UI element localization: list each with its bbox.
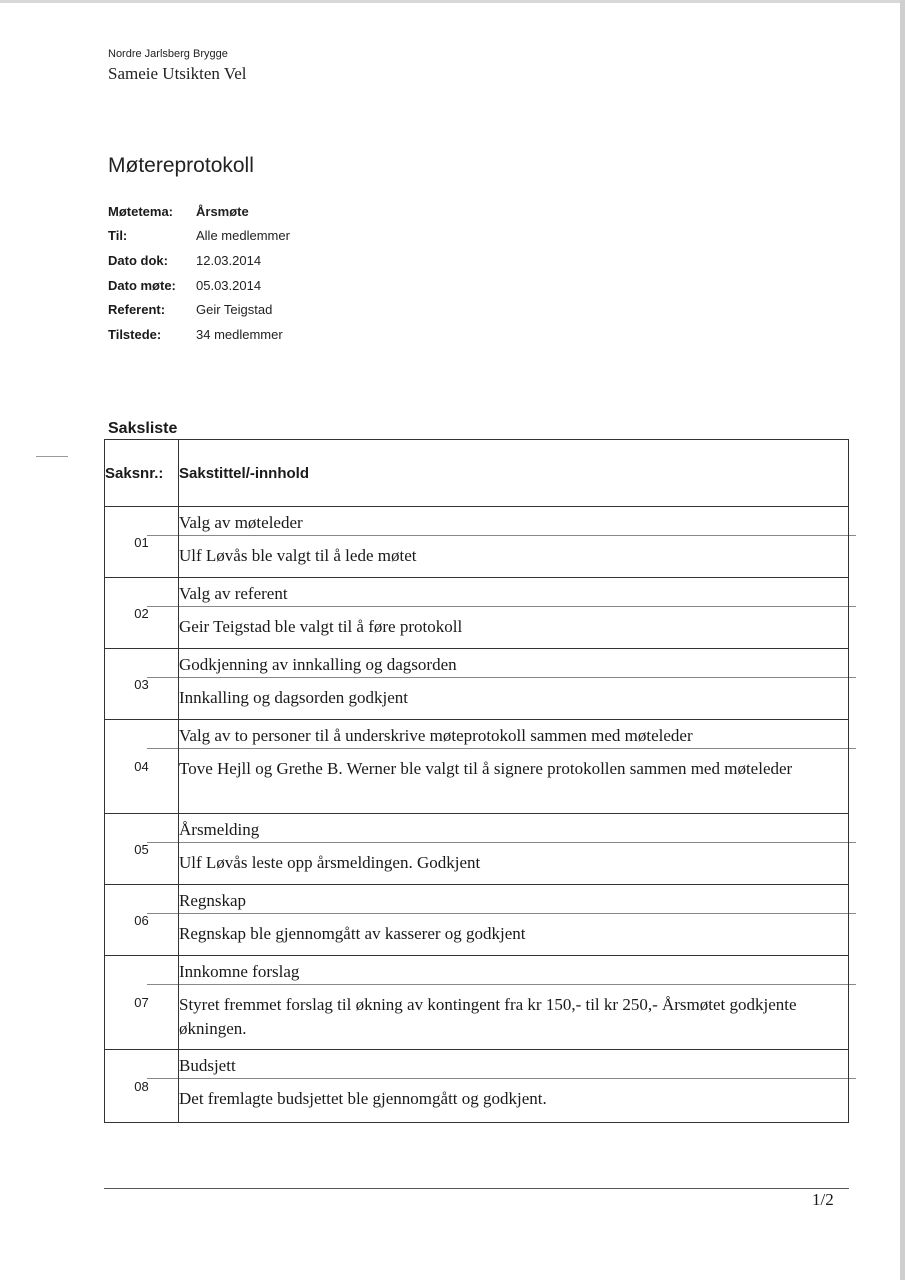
item-title: Godkjenning av innkalling og dagsorden xyxy=(147,649,856,678)
scan-edge-top xyxy=(0,0,905,3)
item-body: Ulf Løvås leste opp årsmeldingen. Godkjent xyxy=(179,853,481,872)
meeting-metadata xyxy=(108,199,290,347)
item-title: Budsjett xyxy=(147,1050,856,1079)
item-title: Innkomne forslag xyxy=(147,956,856,985)
table-row xyxy=(105,1050,849,1123)
table-row xyxy=(105,885,849,956)
item-title: Valg av møteleder xyxy=(147,507,856,536)
item-number: 08 xyxy=(105,1050,179,1123)
meta-row-dato-mote xyxy=(108,273,290,298)
meta-label: Dato dok: xyxy=(108,252,168,268)
item-content xyxy=(179,507,849,578)
meta-value: Årsmøte xyxy=(196,203,249,219)
meta-label: Til: xyxy=(108,228,128,244)
organization-area: Nordre Jarlsberg Brygge xyxy=(108,48,228,60)
meta-row-dato-dok xyxy=(108,248,290,273)
meta-label: Dato møte: xyxy=(108,277,176,293)
page-number: 1/2 xyxy=(812,1190,834,1209)
item-content xyxy=(179,578,849,649)
item-number: 01 xyxy=(105,507,179,578)
item-body: Styret fremmet forslag til økning av kontingent fra kr 150,- til kr 250,- Årsmøtet godkjente økningen. xyxy=(179,995,797,1038)
meta-value: Alle medlemmer xyxy=(196,228,290,244)
item-number: 06 xyxy=(105,885,179,956)
table-header-row xyxy=(105,440,849,507)
item-number: 07 xyxy=(105,956,179,1050)
organization-name: Sameie Utsikten Vel xyxy=(108,64,247,83)
table-row xyxy=(105,649,849,720)
item-body: Det fremlagte budsjettet ble gjennomgått og godkjent. xyxy=(179,1089,547,1108)
document-title: Møtereprotokoll xyxy=(108,154,254,177)
meta-value: Geir Teigstad xyxy=(196,302,273,318)
item-title: Regnskap xyxy=(147,885,856,914)
meta-label: Møtetema: xyxy=(108,203,174,219)
meta-value: 05.03.2014 xyxy=(196,277,262,293)
item-content xyxy=(179,814,849,885)
meta-value: 34 medlemmer xyxy=(196,326,283,342)
agenda-table xyxy=(104,439,849,1123)
section-heading-saksliste: Saksliste xyxy=(108,420,178,437)
item-number: 04 xyxy=(105,720,179,814)
scan-mark xyxy=(36,456,68,457)
item-title: Valg av to personer til å underskrive møteprotokoll sammen med møteleder xyxy=(147,720,856,749)
item-number: 02 xyxy=(105,578,179,649)
item-title: Valg av referent xyxy=(147,578,856,607)
item-content xyxy=(179,1050,849,1123)
item-number: 03 xyxy=(105,649,179,720)
item-body: Innkalling og dagsorden godkjent xyxy=(179,688,408,707)
meta-row-referent xyxy=(108,297,290,322)
table-row xyxy=(105,720,849,814)
meta-row-til xyxy=(108,224,290,249)
scan-edge-right xyxy=(900,0,905,1280)
table-row xyxy=(105,956,849,1050)
item-content xyxy=(179,649,849,720)
column-header-title: Sakstittel/-innhold xyxy=(179,440,849,507)
item-body: Ulf Løvås ble valgt til å lede møtet xyxy=(179,546,417,565)
meta-label: Tilstede: xyxy=(108,326,162,342)
meta-row-tilstede xyxy=(108,322,290,347)
table-row xyxy=(105,507,849,578)
footer-divider xyxy=(104,1188,849,1189)
table-row xyxy=(105,814,849,885)
item-number: 05 xyxy=(105,814,179,885)
table-row xyxy=(105,578,849,649)
item-body: Geir Teigstad ble valgt til å føre protokoll xyxy=(179,617,463,636)
item-body: Tove Hejll og Grethe B. Werner ble valgt til å signere protokollen sammen med møteleder xyxy=(179,759,793,778)
item-body: Regnskap ble gjennomgått av kasserer og godkjent xyxy=(179,924,526,943)
item-content xyxy=(179,956,849,1050)
column-header-nr: Saksnr.: xyxy=(105,440,179,507)
item-title: Årsmelding xyxy=(147,814,856,843)
item-content xyxy=(179,720,849,814)
item-content xyxy=(179,885,849,956)
meta-value: 12.03.2014 xyxy=(196,252,262,268)
meta-row-motetema xyxy=(108,199,290,224)
meta-label: Referent: xyxy=(108,302,166,318)
